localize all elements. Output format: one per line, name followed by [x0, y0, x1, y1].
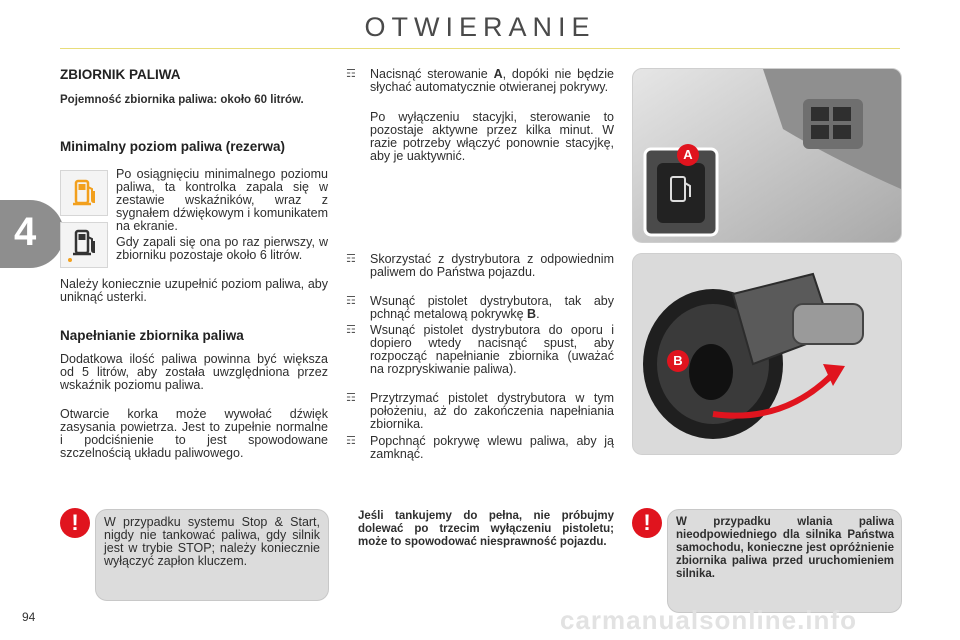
reserve-paragraph-1: Po osiągnięciu minimalnego poziomu paliwa, ta kontrolka zapala się w zestawie wskaźników, wraz z sygnałem dźwiękowym i komunikatem na ekranie. [116, 167, 328, 233]
overfill-warning: Jeśli tankujemy do pełna, nie próbujmy dolewać po trzecim wyłączeniu pistoletu; może to spowodować niesprawność pojazdu. [358, 510, 614, 548]
fuel-warning-icon-box [60, 170, 108, 216]
chapter-tab [0, 200, 64, 268]
step-press-control-note: Po wyłączeniu stacyjki, sterowanie to pozostaje aktywne przez kilka minut. W razie potrzeby włączyć ponownie stacyjkę, aby je uaktywnić. [370, 110, 614, 163]
bullet-marker: ☶ [346, 324, 356, 336]
note-stop-start-text: W przypadku systemu Stop & Start, nigdy nie tankować paliwa, gdy silnik jest w trybie STOP; należy koniecznie wyłączyć zapłon kluczem. [104, 515, 320, 568]
step-push-nozzle: ☶ Wsunąć pistolet dystrybutora do oporu i dopiero wtedy nacisnąć spust, aby rozpocząć napełnianie zbiornika (uważać na rozpryskiwanie paliwa). [346, 323, 614, 376]
reserve-paragraph-2: Gdy zapali się ona po raz pierwszy, w zbiorniku pozostaje około 6 litrów. [116, 235, 328, 262]
step-close-flap: ☶ Popchnąć pokrywę wlewu paliwa, aby ją zamknąć. [346, 434, 614, 461]
chapter-number: 4 [14, 210, 37, 254]
capacity-text: Pojemność zbiornika paliwa: około 60 litrów. [60, 94, 304, 106]
note-wrong-fuel [667, 509, 902, 613]
fuel-gauge-icon [61, 223, 107, 267]
warning-icon: ! [60, 508, 90, 538]
fuel-gauge-icon-box [60, 222, 108, 268]
watermark-url: carmanualsonline.info [560, 605, 857, 635]
page-number: 94 [22, 610, 36, 624]
bullet-marker: ☶ [346, 295, 356, 307]
bullet-marker: ☶ [346, 435, 356, 447]
note-stop-start [95, 509, 329, 601]
title-rule [60, 48, 900, 49]
refuel-paragraph-2: Otwarcie korka może wywołać dźwięk zasysania powietrza. Jest to zupełnie normalne i podciśnienie to jest spowodowane szczelnością układu paliwowego. [60, 407, 328, 460]
label-b-badge: B [667, 350, 689, 372]
bullet-marker: ☶ [346, 392, 356, 404]
bullet-marker: ☶ [346, 253, 356, 265]
step-use-pump: ☶ Skorzystać z dystrybutora z odpowiednim paliwem do Państwa pojazdu. [346, 252, 614, 279]
note-wrong-fuel-text: W przypadku wlania paliwa nieodpowiedniego dla silnika Państwa samochodu, konieczne jest opróżnienie zbiornika paliwa przed uruchomieniem silnika. [676, 516, 894, 580]
bullet-marker: ☶ [346, 68, 356, 80]
photo-fuel-flap-button [632, 68, 902, 243]
reserve-title: Minimalny poziom paliwa (rezerwa) [60, 139, 286, 154]
fuel-pump-icon [61, 171, 107, 215]
refuel-paragraph-1: Dodatkowa ilość paliwa powinna być większa od 5 litrów, aby została uwzględniona przez wskaźnik poziomu paliwa. [60, 352, 328, 392]
section-title: ZBIORNIK PALIWA [60, 67, 181, 82]
label-a-badge: A [677, 144, 699, 166]
step-insert-nozzle: ☶ Wsunąć pistolet dystrybutora, tak aby pchnąć metalową pokrywkę B. [346, 294, 614, 321]
warning-icon: ! [632, 508, 662, 538]
page-title: OTWIERANIE [364, 12, 596, 42]
step-press-control: ☶ Nacisnąć sterowanie A, dopóki nie będzie słychać automatycznie otwieranej pokrywy. [346, 67, 614, 94]
reserve-paragraph-3: Należy koniecznie uzupełnić poziom paliwa, aby uniknąć usterki. [60, 277, 328, 304]
photo-fuel-filler [632, 253, 902, 455]
step-hold-nozzle: ☶ Przytrzymać pistolet dystrybutora w tym położeniu, aż do zakończenia napełniania zbiornika. [346, 391, 614, 431]
refuel-title: Napełnianie zbiornika paliwa [60, 328, 244, 343]
dashboard-illustration [633, 69, 901, 242]
